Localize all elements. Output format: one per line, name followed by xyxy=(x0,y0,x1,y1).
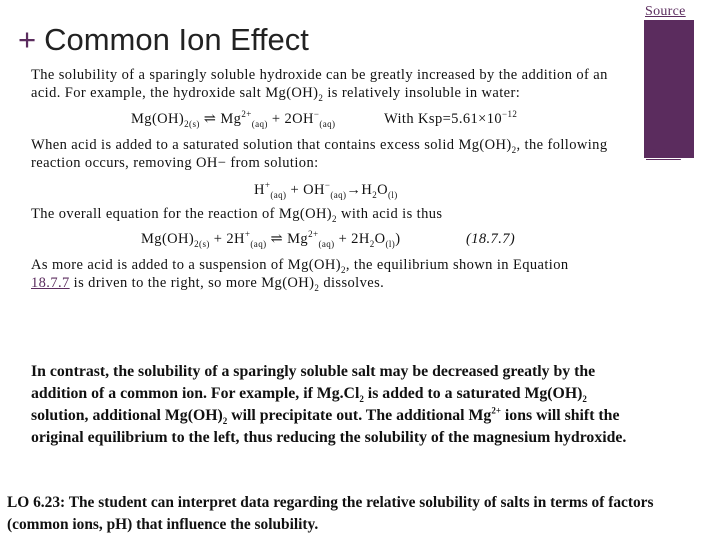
lo-line-1: LO 6.23: The student can interpret data regarding the relative solubility of salts in terms of factors xyxy=(7,494,654,511)
acid-paragraph xyxy=(31,136,607,172)
learning-objective xyxy=(7,492,654,536)
intro-line-1: The solubility of a sparingly soluble hydroxide can be greatly increased by the addition of an xyxy=(31,67,608,83)
page-title xyxy=(18,22,309,58)
equation-number: (18.7.7) xyxy=(466,231,516,247)
overall-paragraph: The overall equation for the reaction of $Mg(OH)_2$ with acid is thus xyxy=(31,206,443,224)
contrast-line-3: solution, additional $Mg(OH)_2$ will precipitate out. The additional $Mg^{2+}$ ions will shift the xyxy=(31,405,620,427)
equation-overall: $Mg(OH)_{2(s)} + 2H^+_{(aq)}$ ⇌ $Mg^{2+}_{(aq)} + 2H_2O_{(l)}$) xyxy=(141,229,401,249)
intro-line-2: acid. For example, the hydroxide salt $Mg(OH)_2$ is relatively insoluble in water: xyxy=(31,85,521,103)
video-link[interactable]: Video xyxy=(646,147,681,162)
equation-link[interactable]: 18.7.7 xyxy=(31,275,70,291)
ksp-value: With $Ksp=5.61\times 10^{-12}$ xyxy=(384,109,518,127)
equation-dissolution: $Mg(OH)_{2(s)}$ ⇌ $Mg^{2+}_{(aq)} + 2OH^-_{(aq)}$ xyxy=(131,109,336,129)
contrast-line-4: original equilibrium to the left, thus reducing the solubility of the magnesium hydroxide. xyxy=(31,429,627,446)
sidebar-accent-bar xyxy=(644,20,694,158)
lo-line-2: (common ions, pH) that influence the solubility. xyxy=(7,516,319,533)
source-link[interactable]: Source xyxy=(645,4,686,19)
title-text: Common Ion Effect xyxy=(44,22,309,57)
plus-icon: + xyxy=(18,22,37,57)
intro-paragraph xyxy=(31,66,608,102)
equation-neutralization: $H^+_{(aq)} + OH^-_{(aq)}\to H_2O_{(l)}$ xyxy=(254,180,398,200)
shift-line-2: 18.7.7 is driven to the right, so more $Mg(OH)_2$ dissolves. xyxy=(31,275,385,293)
shift-line-1: As more acid is added to a suspension of $Mg(OH)_2$, the equilibrium shown in Equation xyxy=(31,257,569,275)
contrast-paragraph xyxy=(31,361,626,449)
acid-line-2: reaction occurs, removing OH− from solution: xyxy=(31,155,319,171)
contrast-line-2: addition of a common ion. For example, if $Mg.Cl_2$ is added to a saturated $Mg(OH)_2$ xyxy=(31,385,587,405)
shift-paragraph xyxy=(31,256,569,292)
contrast-line-1: In contrast, the solubility of a sparingly soluble salt may be decreased greatly by the xyxy=(31,363,596,380)
acid-line-1: When acid is added to a saturated solution that contains excess solid $Mg(OH)_2$, the following xyxy=(31,137,608,155)
